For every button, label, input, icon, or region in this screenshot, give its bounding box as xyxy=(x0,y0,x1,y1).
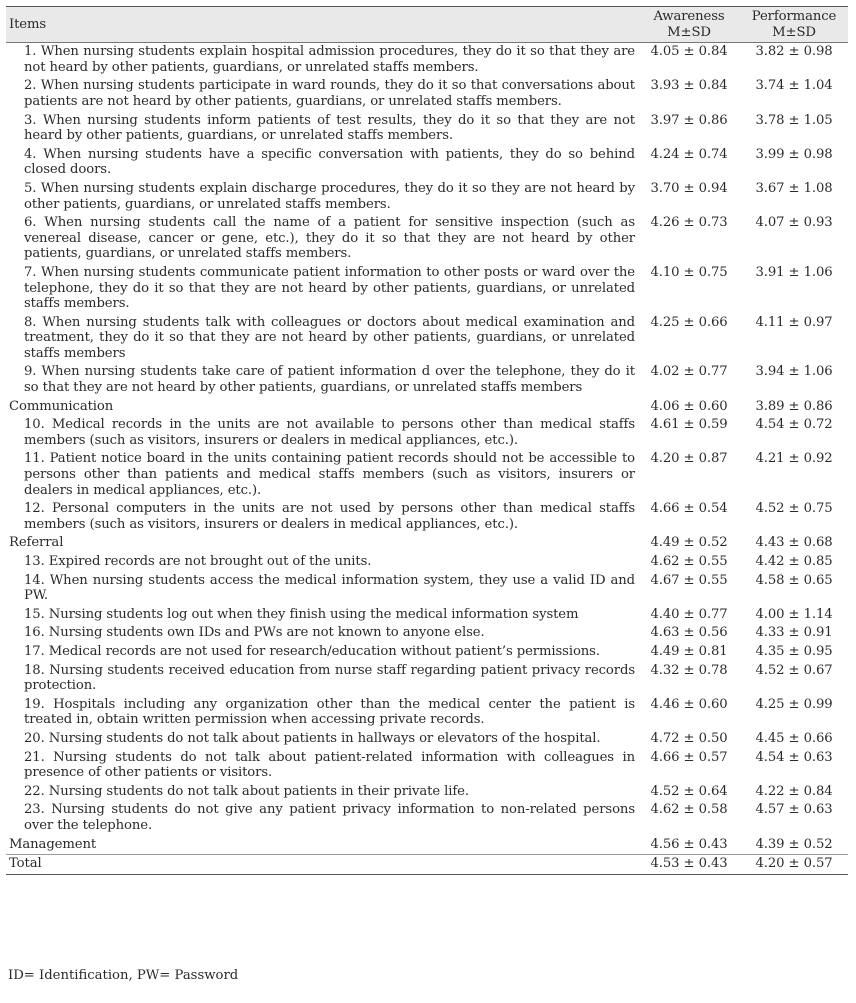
item-text: 16. Nursing students own IDs and PWs are not known to anyone else. xyxy=(24,625,485,641)
header-items: Items xyxy=(9,17,47,32)
awareness-value: 3.93 ± 0.84 xyxy=(650,78,728,94)
performance-value: 3.89 ± 0.86 xyxy=(755,398,833,414)
table-body xyxy=(6,43,848,875)
category-label: Total xyxy=(9,856,42,872)
table-row xyxy=(6,314,848,364)
table-row xyxy=(6,416,848,450)
header-awareness-stat: M±SD xyxy=(667,24,711,40)
awareness-value: 4.61 ± 0.59 xyxy=(650,417,728,433)
table-row xyxy=(6,801,848,835)
performance-value: 4.45 ± 0.66 xyxy=(755,730,833,746)
table-row xyxy=(6,662,848,696)
header-performance-label: Performance xyxy=(751,9,837,24)
item-text: 5. When nursing students explain discharge procedures, they do it so they are not heard by other patients, guardians, or unrelated staffs members. xyxy=(24,180,635,212)
performance-value: 4.22 ± 0.84 xyxy=(755,783,833,799)
awareness-value: 4.62 ± 0.55 xyxy=(650,554,728,569)
table-header-row xyxy=(6,7,848,43)
table-row xyxy=(6,696,848,730)
table-row xyxy=(6,146,848,180)
awareness-value: 4.05 ± 0.84 xyxy=(650,44,728,60)
table-row xyxy=(6,363,848,397)
performance-value: 3.82 ± 0.98 xyxy=(755,44,833,60)
item-text: 6. When nursing students call the name of a patient for sensitive inspection (such as venereal disease, cancer or gene, etc.), they do it so that they are not heard by other patients, guardians, or unrelated staffs members. xyxy=(24,215,635,262)
item-text: 9. When nursing students take care of patient information d over the telephone, they do it so that they are not heard by other patients, guardians, or unrelated staffs members xyxy=(24,364,635,396)
performance-value: 4.00 ± 1.14 xyxy=(755,606,833,622)
awareness-value: 4.40 ± 0.77 xyxy=(650,606,728,622)
header-awareness xyxy=(638,7,740,43)
table-row xyxy=(6,500,848,534)
performance-value: 4.25 ± 0.99 xyxy=(755,696,833,712)
subtotal-row xyxy=(6,836,848,855)
header-awareness-label: Awareness xyxy=(653,9,725,24)
performance-value: 4.39 ± 0.52 xyxy=(755,836,833,852)
table-row xyxy=(6,606,848,625)
performance-value: 4.58 ± 0.65 xyxy=(755,572,833,588)
awareness-value: 4.66 ± 0.57 xyxy=(650,749,728,765)
awareness-value: 4.52 ± 0.64 xyxy=(650,783,728,799)
performance-value: 3.99 ± 0.98 xyxy=(755,146,833,162)
performance-value: 4.33 ± 0.91 xyxy=(755,625,833,641)
awareness-value: 4.25 ± 0.66 xyxy=(650,314,728,330)
item-text: 14. When nursing students access the medical information system, they use a valid ID and PW. xyxy=(24,572,635,604)
item-text: 10. Medical records in the units are not available to persons other than medical staffs members (such as visitors, insurers or dealers in medical appliances, etc.). xyxy=(24,417,635,448)
item-text: 18. Nursing students received education from nurse staff regarding patient privacy records protection. xyxy=(24,662,635,694)
awareness-value: 4.26 ± 0.73 xyxy=(650,215,728,231)
awareness-value: 3.70 ± 0.94 xyxy=(650,180,728,196)
awareness-value: 4.66 ± 0.54 xyxy=(650,501,728,517)
performance-value: 4.11 ± 0.97 xyxy=(755,314,833,330)
performance-value: 4.54 ± 0.72 xyxy=(755,417,833,433)
item-text: 13. Expired records are not brought out of the units. xyxy=(24,554,372,569)
awareness-value: 4.67 ± 0.55 xyxy=(650,572,728,588)
performance-value: 4.42 ± 0.85 xyxy=(755,554,833,569)
awareness-value: 4.63 ± 0.56 xyxy=(650,625,728,641)
subtotal-row xyxy=(6,534,848,553)
performance-value: 3.74 ± 1.04 xyxy=(755,78,833,94)
table-footnote: ID= Identification, PW= Password xyxy=(8,968,239,983)
item-text: 4. When nursing students have a specific conversation with patients, they do so behind closed doors. xyxy=(24,146,635,178)
awareness-value: 4.53 ± 0.43 xyxy=(650,856,728,872)
performance-value: 4.54 ± 0.63 xyxy=(755,749,833,765)
table-row xyxy=(6,112,848,146)
performance-value: 4.52 ± 0.75 xyxy=(755,501,833,517)
performance-value: 4.43 ± 0.68 xyxy=(755,535,833,551)
table-row xyxy=(6,783,848,802)
performance-value: 3.78 ± 1.05 xyxy=(755,112,833,128)
table-row xyxy=(6,264,848,314)
item-text: 12. Personal computers in the units are not used by persons other than medical staffs members (such as visitors, insurers or dealers in medical appliances, etc.). xyxy=(24,501,635,532)
subtotal-row xyxy=(6,398,848,417)
item-text: 8. When nursing students talk with colleagues or doctors about medical examination and treatment, they do it so that they are not heard by other patients, guardians, or unrelated staffs members xyxy=(24,314,635,361)
item-text: 22. Nursing students do not talk about patients in their private life. xyxy=(24,783,469,799)
performance-value: 4.57 ± 0.63 xyxy=(755,802,833,818)
table-row xyxy=(6,643,848,662)
awareness-value: 4.56 ± 0.43 xyxy=(650,836,728,852)
performance-value: 4.35 ± 0.95 xyxy=(755,643,833,659)
item-text: 15. Nursing students log out when they finish using the medical information system xyxy=(24,606,579,622)
awareness-value: 4.62 ± 0.58 xyxy=(650,802,728,818)
awareness-value: 3.97 ± 0.86 xyxy=(650,112,728,128)
table-row xyxy=(6,77,848,111)
performance-value: 3.67 ± 1.08 xyxy=(755,180,833,196)
awareness-value: 4.10 ± 0.75 xyxy=(650,264,728,280)
item-text: 7. When nursing students communicate patient information to other posts or ward over the telephone, they do it so that they are not heard by other patients, guardians, or unrelated staffs members. xyxy=(24,264,635,312)
table-row xyxy=(6,730,848,749)
table-row xyxy=(6,43,848,78)
table-row xyxy=(6,624,848,643)
item-text: 1. When nursing students explain hospital admission procedures, they do it so that they are not heard by other patients, guardians, or unrelated staffs members. xyxy=(24,44,635,75)
item-text: 2. When nursing students participate in ward rounds, they do it so that conversations about patients are not heard by other patients, guardians, or unrelated staffs members. xyxy=(24,78,635,109)
awareness-value: 4.24 ± 0.74 xyxy=(650,146,728,162)
awareness-value: 4.49 ± 0.52 xyxy=(650,535,728,551)
awareness-value: 4.02 ± 0.77 xyxy=(650,364,728,380)
performance-value: 4.21 ± 0.92 xyxy=(755,451,833,467)
item-text: 19. Hospitals including any organization other than the medical center the patient is treated in, obtain written permission when accessing private records. xyxy=(24,696,635,728)
header-performance-stat: M±SD xyxy=(772,24,816,40)
table-row xyxy=(6,749,848,783)
table-row xyxy=(6,214,848,264)
awareness-value: 4.20 ± 0.87 xyxy=(650,451,728,467)
awareness-value: 4.06 ± 0.60 xyxy=(650,398,728,414)
category-label: Referral xyxy=(9,535,64,551)
item-text: 21. Nursing students do not talk about patient-related information with colleagues in presence of other patients or visitors. xyxy=(24,749,635,781)
performance-value: 4.07 ± 0.93 xyxy=(755,215,833,231)
awareness-value: 4.32 ± 0.78 xyxy=(650,662,728,678)
table-row xyxy=(6,180,848,214)
table-row xyxy=(6,553,848,572)
item-text: 23. Nursing students do not give any patient privacy information to non-related persons over the telephone. xyxy=(24,802,635,833)
category-label: Management xyxy=(9,836,97,852)
item-text: 11. Patient notice board in the units containing patient records should not be accessible to persons other than patients and medical staffs members (such as visitors, insurers or dealers in medical appliances, etc.). xyxy=(24,451,635,498)
awareness-value: 4.49 ± 0.81 xyxy=(650,643,728,659)
item-text: 20. Nursing students do not talk about patients in hallways or elevators of the hospital. xyxy=(24,730,601,746)
awareness-value: 4.46 ± 0.60 xyxy=(650,696,728,712)
header-performance xyxy=(740,7,848,43)
awareness-value: 4.72 ± 0.50 xyxy=(650,730,728,746)
category-label: Communication xyxy=(9,398,114,414)
item-text: 3. When nursing students inform patients of test results, they do it so that they are not heard by other patients, guardians, or unrelated staffs members. xyxy=(24,112,635,144)
performance-value: 4.20 ± 0.57 xyxy=(755,856,833,872)
table-row xyxy=(6,572,848,606)
item-text: 17. Medical records are not used for research/education without patient’s permissions. xyxy=(24,643,600,659)
performance-value: 3.91 ± 1.06 xyxy=(755,264,833,280)
table-row xyxy=(6,450,848,500)
total-row xyxy=(6,855,848,875)
performance-value: 4.52 ± 0.67 xyxy=(755,662,833,678)
results-table xyxy=(6,6,848,875)
performance-value: 3.94 ± 1.06 xyxy=(755,364,833,380)
